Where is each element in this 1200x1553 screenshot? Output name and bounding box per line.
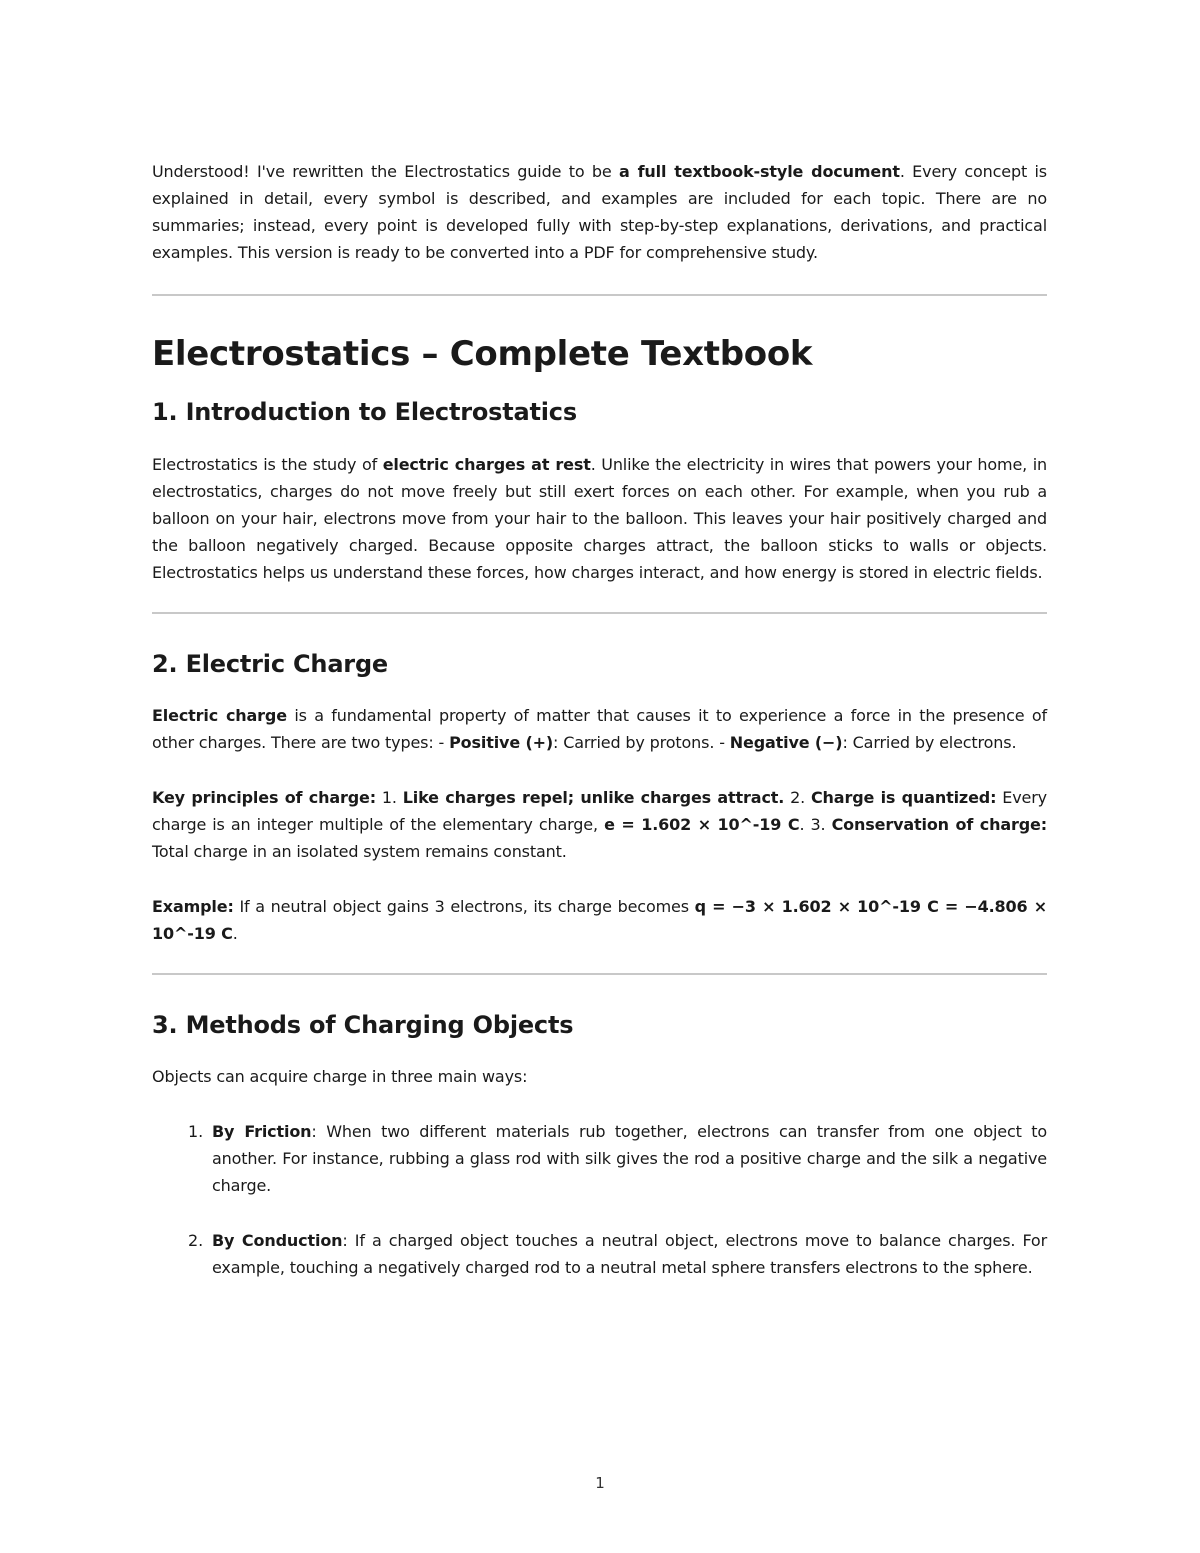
section-1-heading: 1. Introduction to Electrostatics: [152, 398, 577, 426]
list-item: 2. By Conduction: If a charged object touches a neutral object, electrons move to balance charges. For example, touching a negatively charged rod to a neutral metal sphere transfers electrons to the sphere.: [152, 1227, 1047, 1281]
document-page: [152, 158, 1047, 1281]
intro-paragraph: Understood! I've rewritten the Electrostatics guide to be a full textbook-style document. Every concept is explained in detail, every symbol is described, and examples are included for each topic. There are no summaries; instead, every point is developed fully with step-by-step explanations, derivations, and practical examples. This version is ready to be converted into a PDF for comprehensive study.: [152, 162, 1047, 262]
methods-lead-paragraph: Objects can acquire charge in three main ways:: [152, 1067, 528, 1086]
list-number: 1.: [188, 1122, 204, 1141]
key-principles-paragraph: Key principles of charge: 1. Like charges repel; unlike charges attract. 2. Charge is quantized: Every charge is an integer multiple of the elementary charge, e = 1.602 × 10^-19 C. 3. Conservation of charge: Total charge in an isolated system remains constant.: [152, 788, 1048, 861]
page-number: 1: [595, 1474, 605, 1492]
divider: [152, 294, 1047, 296]
charging-methods-list: [152, 1118, 1047, 1281]
divider: [152, 612, 1047, 614]
document-title: Electrostatics – Complete Textbook: [152, 334, 813, 374]
section-3-heading: 3. Methods of Charging Objects: [152, 1011, 574, 1039]
example-paragraph: Example: If a neutral object gains 3 electrons, its charge becomes q = −3 × 1.602 × 10^-19 C = −4.806 × 10^-19 C.: [152, 897, 1047, 943]
list-item: 1. By Friction: When two different materials rub together, electrons can transfer from one object to another. For instance, rubbing a glass rod with silk gives the rod a positive charge and the silk a negative charge.: [152, 1118, 1047, 1199]
electric-charge-paragraph: Electric charge is a fundamental property of matter that causes it to experience a force in the presence of other charges. There are two types: - Positive (+): Carried by protons. - Negative (−): Carried by electrons.: [152, 706, 1048, 752]
list-number: 2.: [188, 1231, 204, 1250]
section-2-heading: 2. Electric Charge: [152, 650, 389, 678]
divider: [152, 973, 1047, 975]
section-1-paragraph: Electrostatics is the study of electric charges at rest. Unlike the electricity in wires that powers your home, in electrostatics, charges do not move freely but still exert forces on each other. For example, when you rub a balloon on your hair, electrons move from your hair to the balloon. This leaves your hair positively charged and the balloon negatively charged. Because opposite charges attract, the balloon sticks to walls or objects. Electrostatics helps us understand these forces, how charges interact, and how energy is stored in electric fields.: [152, 455, 1047, 582]
